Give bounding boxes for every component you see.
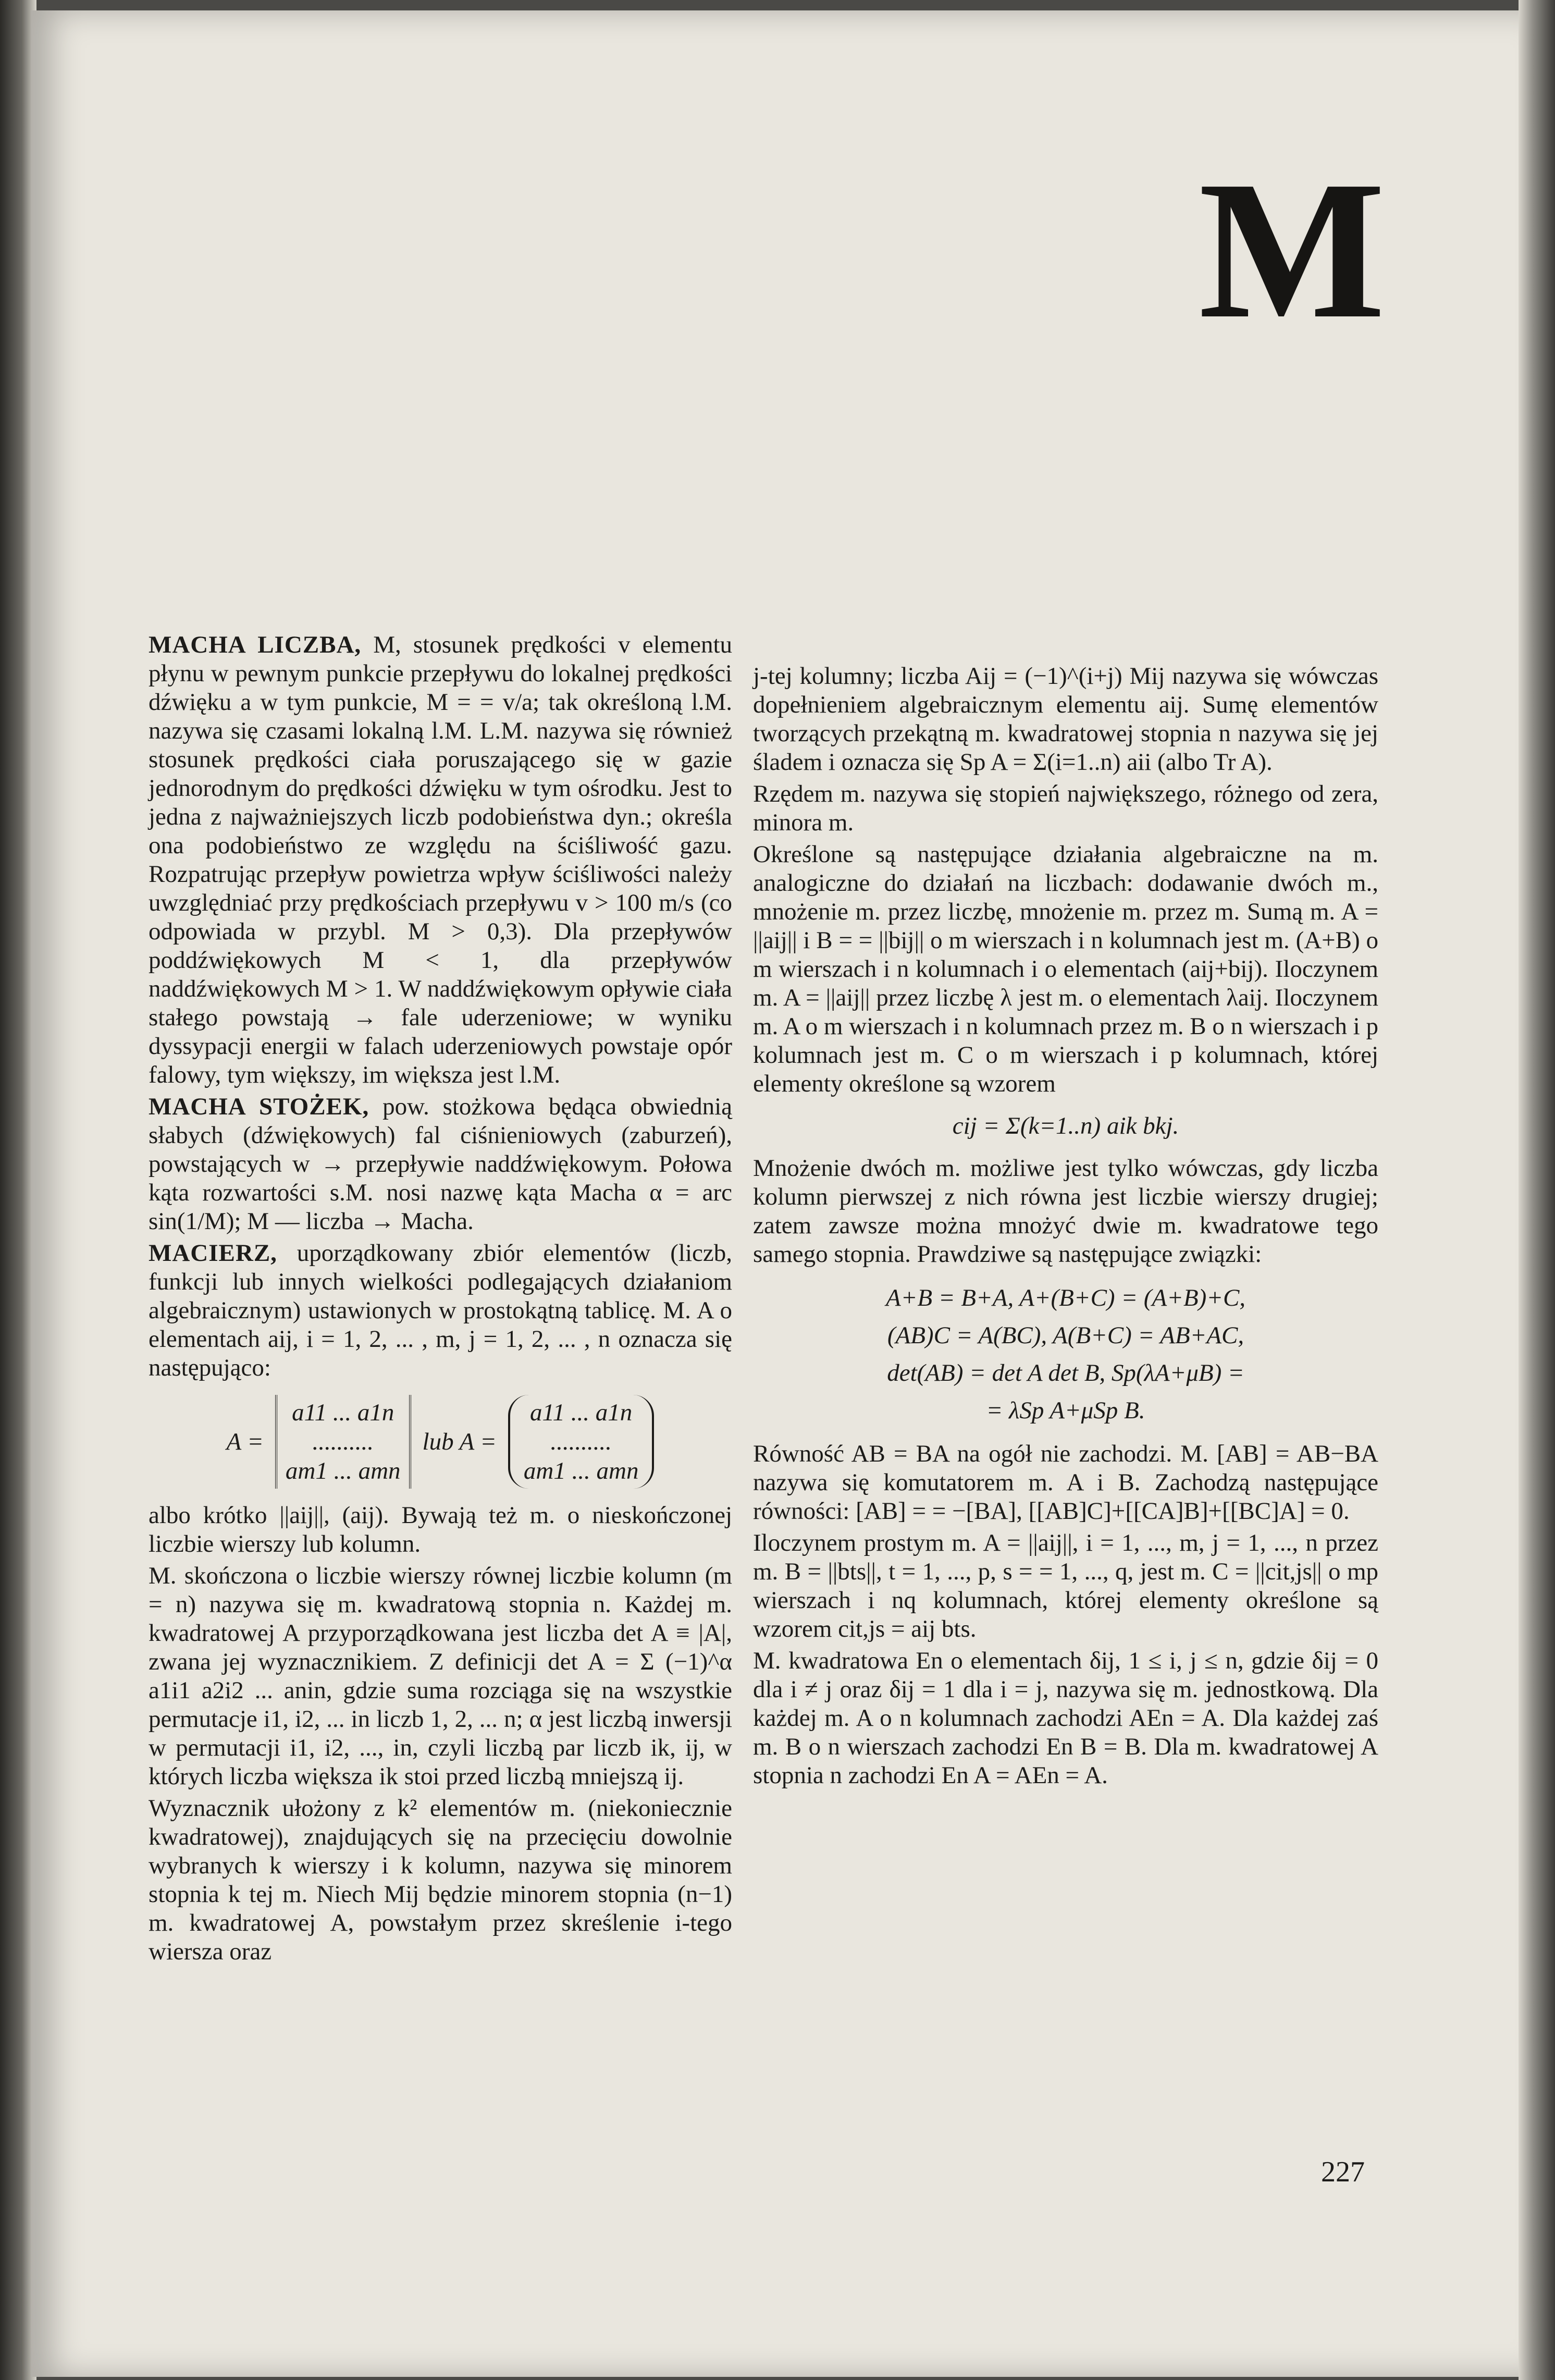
identity-line: det(AB) = det A det B, Sp(λA+μB) = <box>887 1359 1244 1387</box>
page-stack-edge <box>1519 0 1555 2380</box>
matrix-double-bar <box>275 1395 411 1489</box>
matrix-row: .......... <box>312 1428 374 1455</box>
identity-line: (AB)C = A(BC), A(B+C) = AB+AC, <box>887 1322 1244 1349</box>
matrix-notation <box>149 1395 732 1489</box>
paragraph: Iloczynem prostym m. A = ||aij||, i = 1, ..., m, j = 1, ..., n przez m. B = ||bts||, t = 1, ..., p, s = = 1, ..., q, jest m. C = ||cit,js|| o mp wierszach i nq kolumnach, której elementy określone są wzorem cit,js = aij bts. <box>753 1529 1378 1642</box>
entry-text: uporządkowany zbiór elementów (liczb, funkcji lub innych wielkości podlegających działaniom algebraicznym) ustawionych w prostokątną tablicę. M. A o elementach aij, i = 1, 2, ... , m, j = 1, 2, ... , n oznacza się następująco: <box>149 1240 732 1381</box>
paragraph: Rzędem m. nazywa się stopień największego, różnego od zera, minora m. <box>753 780 1378 836</box>
identity-line: A+B = B+A, A+(B+C) = (A+B)+C, <box>885 1284 1246 1311</box>
paragraph: Mnożenie dwóch m. możliwe jest tylko wówczas, gdy liczba kolumn pierwszej z nich równa jest liczbie wierszy drugiej; zatem zawsze można mnożyć dwie m. kwadratowe tego samego stopnia. Prawdziwe są następujące związki: <box>753 1155 1378 1268</box>
right-column <box>753 662 1378 1793</box>
paragraph: M. skończona o liczbie wierszy równej liczbie kolumn (m = n) nazywa się m. kwadratową stopnia n. Każdej m. kwadratowej A przyporządkowana jest liczba det A ≡ |A|, zwana jej wyznacznikiem. Z definicji det A = Σ (−1)^α a1i1 a2i2 ... anin, gdzie suma rozciąga się na wszystkie permutacje i1, i2, ... in liczb 1, 2, ... n; α jest liczbą inwersji w permutacji i1, i2, ..., in, czyli liczbą par liczb ik, ij, w których liczba większa ik stoi przed liczbą mniejszą ij. <box>149 1562 732 1790</box>
entry-macha-liczba <box>149 631 732 1089</box>
page-number: 227 <box>1321 2156 1365 2188</box>
paragraph: j-tej kolumny; liczba Aij = (−1)^(i+j) Mij nazywa się wówczas dopełnieniem algebraicznym elementu aij. Sumę elementów tworzących przekątną m. kwadratowej stopnia n nazywa się jej śladem i oznacza się Sp A = Σ(i=1..n) aii (albo Tr A). <box>753 663 1378 776</box>
paragraph: Równość AB = BA na ogół nie zachodzi. M. [AB] = AB−BA nazywa się komutatorem m. A i B. Zachodzą następujące równości: [AB] = = −[BA], [[AB]C]+[[CA]B]+[[BC]A] = 0. <box>753 1440 1378 1525</box>
paragraph: M. kwadratowa En o elementach δij, 1 ≤ i, j ≤ n, gdzie δij = 0 dla i ≠ j oraz δij = 1 dla i = j, nazywa się m. jednostkową. Dla każdej m. A o n kolumnach zachodzi AEn = A. Dla każdej zaś m. B o n wierszach zachodzi En B = B. Dla m. kwadratowej A stopnia n zachodzi En A = AEn = A. <box>753 1647 1378 1789</box>
identity-line: = λSp A+μSp B. <box>986 1397 1145 1424</box>
paragraph: Wyznacznik ułożony z k² elementów m. (niekoniecznie kwadratowej), znajdujących się na przecięciu dowolnie wybranych k wierszy i k kolumn, nazywa się minorem stopnia k tej m. Niech Mij będzie minorem stopnia (n−1) m. kwadratowej A, powstałym przez skreślenie i-tego wiersza oraz <box>149 1795 732 1965</box>
entry-text: pow. stożkowa będąca obwiednią słabych (dźwiękowych) fal ciśnieniowych (zaburzeń), powstających w → przepływie naddźwiękowym. Połowa kąta rozwartości s.M. nosi nazwę kąta Macha α = arc sin(1/M); M — liczba → Macha. <box>149 1093 733 1235</box>
entry-head: MACHA STOŻEK, <box>149 1093 369 1120</box>
entry-head: MACIERZ, <box>149 1240 277 1267</box>
book-page <box>31 10 1527 2377</box>
matrix-or: lub A = <box>422 1428 497 1455</box>
matrix-lhs: A = <box>226 1428 264 1455</box>
formula-matrix-product: cij = Σ(k=1..n) aik bkj. <box>952 1112 1179 1139</box>
matrix-row: am1 ... amn <box>285 1457 401 1485</box>
matrix-parentheses <box>508 1395 655 1489</box>
entry-macha-stozek <box>149 1093 732 1236</box>
matrix-row: .......... <box>550 1428 612 1455</box>
entry-text: M, stosunek prędkości v elementu płynu w pewnym punkcie przepływu do lokalnej prędkości dźwięku a w tym punkcie, M = = v/a; tak określoną l.M. nazywa się czasami lokalną l.M. L.M. nazywa się również stosunek prędkości ciała poruszającego się w gazie jednorodnym do prędkości dźwięku w tym ośrodku. Jest to jedna z najważniejszych liczb podobieństwa dyn.; określa ona podobieństwo ze względu na ściśliwość gazu. Rozpatrując przepływ powietrza wpływ ściśliwości należy uwzględniać przy prędkościach przepływu v > 100 m/s (co odpowiada w przybl. M > 0,3). Dla przepływów poddźwiękowych M < 1, dla przepływów naddźwiękowych M > 1. W naddźwiękowym opływie ciała stałego powstają → fale uderzeniowe; w wyniku dyssypacji energii w falach uderzeniowych powstaje opór falowy, tym większy, im większa jest l.M. <box>149 631 732 1088</box>
left-column <box>149 631 732 1969</box>
section-letter: M <box>1199 140 1383 360</box>
paragraph: albo krótko ||aij||, (aij). Bywają też m. o nieskończonej liczbie wierszy lub kolumn. <box>149 1502 732 1557</box>
matrix-row: a11 ... a1n <box>292 1399 394 1426</box>
matrix-row: a11 ... a1n <box>530 1399 633 1426</box>
paragraph: Określone są następujące działania algebraiczne na m. analogiczne do działań na liczbach: dodawanie dwóch m., mnożenie m. przez liczbę, mnożenie m. przez m. Sumą m. A = ||aij|| i B = = ||bij|| o m wierszach i n kolumnach jest m. (A+B) o m wierszach i n kolumnach i o elementach (aij+bij). Iloczynem m. A = ||aij|| przez liczbę λ jest m. o elementach λaij. Iloczynem m. A o m wierszach i n kolumnach przez m. B o n wierszach i p kolumnach jest m. C o m wierszach i p kolumnach, której elementy określone są wzorem <box>753 841 1378 1097</box>
entry-macierz <box>149 1239 732 1382</box>
formula-identities <box>753 1279 1378 1429</box>
entry-head: MACHA LICZBA, <box>149 631 362 658</box>
matrix-row: am1 ... amn <box>523 1457 639 1485</box>
